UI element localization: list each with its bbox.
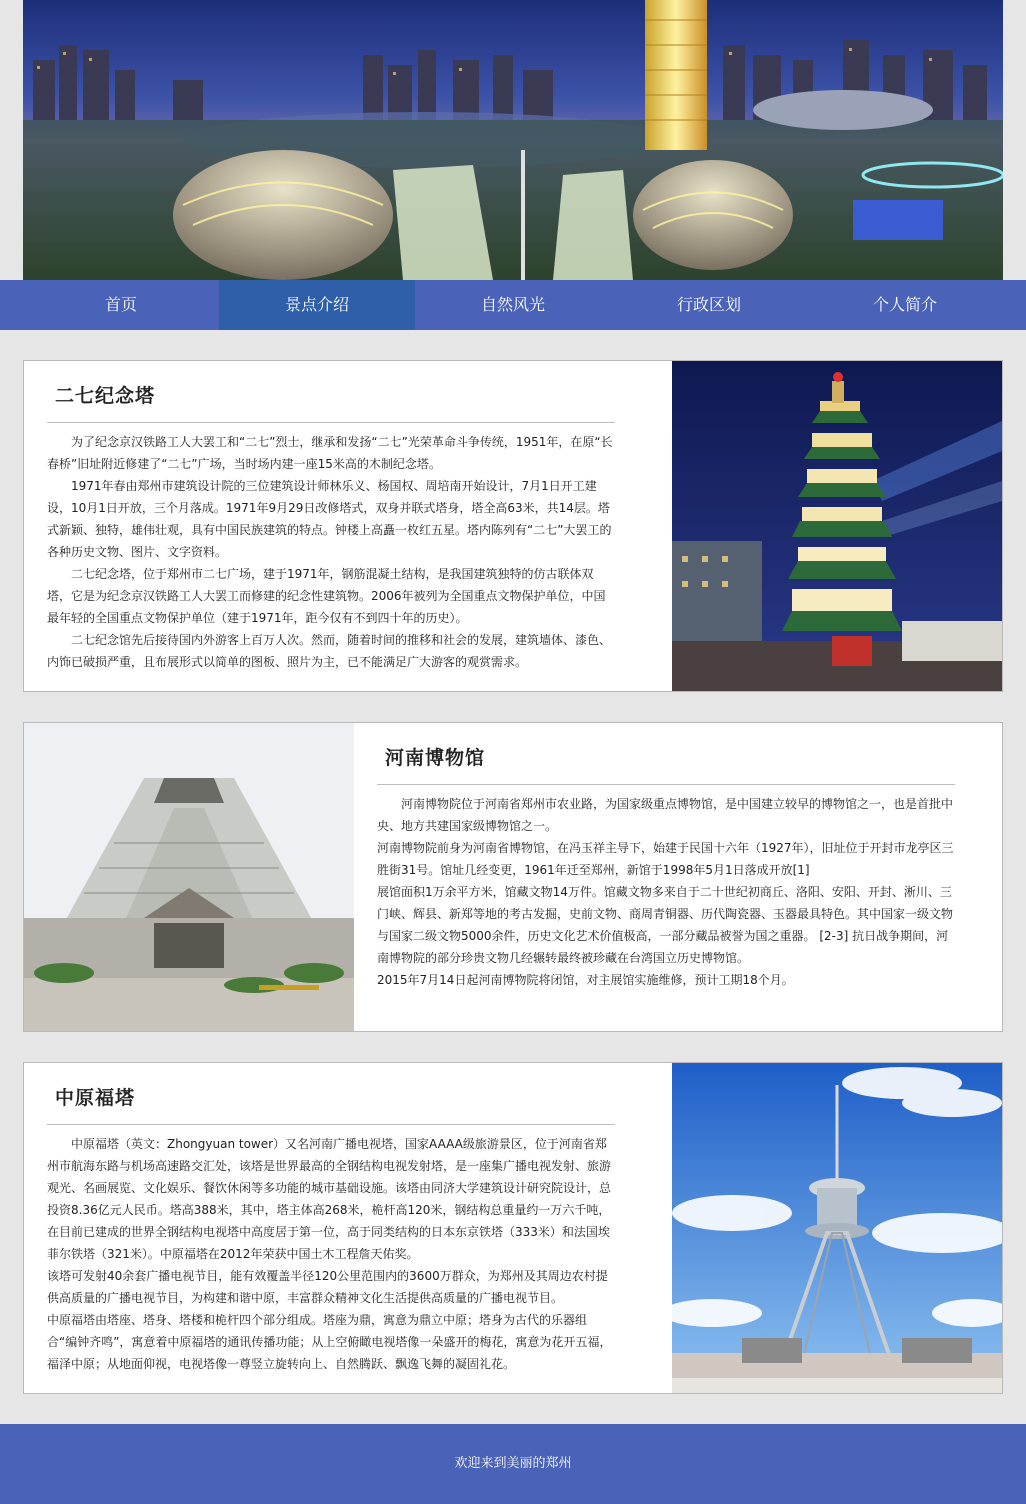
article-text (377, 723, 955, 991)
article-paragraph: 2015年7月14日起河南博物院将闭馆，对主展馆实施维修，预计工期18个月。 (377, 973, 794, 987)
article-paragraph: 中原福塔由塔座、塔身、塔楼和桅杆四个部分组成。塔座为鼎，寓意为鼎立中原；塔身为古代的乐器组合“编钟齐鸣”，寓意着中原福塔的通讯传播功能；从上空俯瞰电视塔像一朵盛开的梅花，寓意为花开五福，福泽中原；从地面仰视，电视塔像一尊竖立旋转向上、自然腾跃、飘逸飞舞的凝固礼花。 (47, 1313, 612, 1371)
article-paragraph: 1971年春由郑州市建筑设计院的三位建筑设计师林乐义、杨国权、周培南开始设计，7月1日开工建设，10月1日开放，三个月落成。1971年9月29日改修塔式，双身并联式塔身，塔全高63米，共14层。塔式新颖、独特，雄伟壮观，具有中国民族建筑的特点。钟楼上高矗一枚红五星。塔内陈列有“二七”大罢工的各种历史文物、图片、文字资料。 (47, 479, 612, 559)
article-text (47, 1063, 615, 1375)
article-paragraph: 河南博物院前身为河南省博物馆，在冯玉祥主导下，始建于民国十六年（1927年），旧址位于开封市龙亭区三胜街31号。馆址几经变更，1961年迁至郑州，新馆于1998年5月1日落成开放[1] (377, 841, 954, 877)
banner-image (23, 0, 1003, 280)
article-body (47, 423, 615, 673)
article-paragraph: 为了纪念京汉铁路工人大罢工和“二七”烈士，继承和发扬“二七”光荣革命斗争传统，1951年，在原“长春桥”旧址附近修建了“二七”广场，当时场内建一座15米高的木制纪念塔。 (47, 435, 613, 471)
article-title: 二七纪念塔 (47, 361, 615, 423)
nav-items (23, 280, 1003, 330)
article-body (377, 785, 955, 991)
henan-museum-photo (24, 723, 354, 1031)
nav-item-profile[interactable]: 个人简介 (872, 295, 937, 314)
article-paragraph: 中原福塔（英文：Zhongyuan tower）又名河南广播电视塔，国家AAAA级旅游景区，位于河南省郑州市航海东路与机场高速路交汇处，该塔是世界最高的全钢结构电视发射塔，是一座集广播电视发射、旅游观光、名画展览、文化娱乐、餐饮休闲等多功能的城市基础设施。该塔由同济大学建筑设计研究院设计，总投资8.36亿元人民币。塔高388米，其中，塔主体高268米，桅杆高120米，钢结构总重量约一万六千吨，在目前已建成的世界全钢结构电视塔中高度居于第一位，高于同类结构的日本东京铁塔（333米）和法国埃菲尔铁塔（321米）。中原福塔在2012年荣获中国土木工程詹天佑奖。 (47, 1137, 612, 1261)
footer (0, 1424, 1026, 1504)
article-paragraph: 二七纪念馆先后接待国内外游客上百万人次。然而，随着时间的推移和社会的发展，建筑墙体、漆色、内饰已破损严重，且布展形式以简单的图板、照片为主，已不能满足广大游客的观赏需求。 (47, 633, 612, 669)
article-title: 河南博物馆 (377, 723, 955, 785)
article-paragraph: 二七纪念塔，位于郑州市二七广场，建于1971年，钢筋混凝土结构，是我国建筑独特的仿古联体双塔，它是为纪念京汉铁路工人大罢工而修建的纪念性建筑物。2006年被列为全国重点文物保护单位，中国最年轻的全国重点文物保护单位（建于1971年，距今仅有不到四十年的历史）。 (47, 567, 606, 625)
article-paragraph: 展馆面积1万余平方米，馆藏文物14万件。馆藏文物多来自于二十世纪初商丘、洛阳、安阳、开封、淅川、三门峡、辉县、新郑等地的考古发掘，史前文物、商周青铜器、历代陶瓷器、玉器最具特色。其中国家一级文物与国家二级文物5000余件，历史文化艺术价值极高，一部分藏品被誉为国之重器。 [2-3] 抗日战争期间，河南博物院的部分珍贵文物几经辗转最终被珍藏在台湾国立历史博物馆。 (377, 885, 954, 965)
nav-item-districts[interactable]: 行政区划 (676, 295, 741, 314)
article-paragraph: 河南博物院位于河南省郑州市农业路，为国家级重点博物馆，是中国建立较早的博物馆之一，也是首批中央、地方共建国家级博物馆之一。 (377, 797, 954, 833)
erqi-tower-photo (672, 361, 1002, 691)
footer-text: 欢迎来到美丽的郑州 (454, 1456, 572, 1471)
nav-item-scenery[interactable]: 自然风光 (480, 295, 545, 314)
article-text (47, 361, 615, 673)
nav-item-attractions[interactable]: 景点介绍 (219, 280, 415, 330)
nav-item-home[interactable]: 首页 (104, 295, 137, 314)
article-henan-museum (23, 722, 1003, 1032)
zhongyuan-tower-photo (672, 1063, 1002, 1393)
article-zhongyuan-tower (23, 1062, 1003, 1394)
article-title: 中原福塔 (47, 1063, 615, 1125)
article-paragraph: 该塔可发射40余套广播电视节目，能有效覆盖半径120公里范围内的3600万群众，为郑州及其周边农村提供高质量的广播电视节目，为构建和谐中原，丰富群众精神文化生活提供高质量的广播电视节目。 (47, 1269, 608, 1305)
main-nav (0, 280, 1026, 330)
article-body (47, 1125, 615, 1375)
article-erqi-tower (23, 360, 1003, 692)
zhengzhou-night-skyline-image (23, 0, 1003, 280)
